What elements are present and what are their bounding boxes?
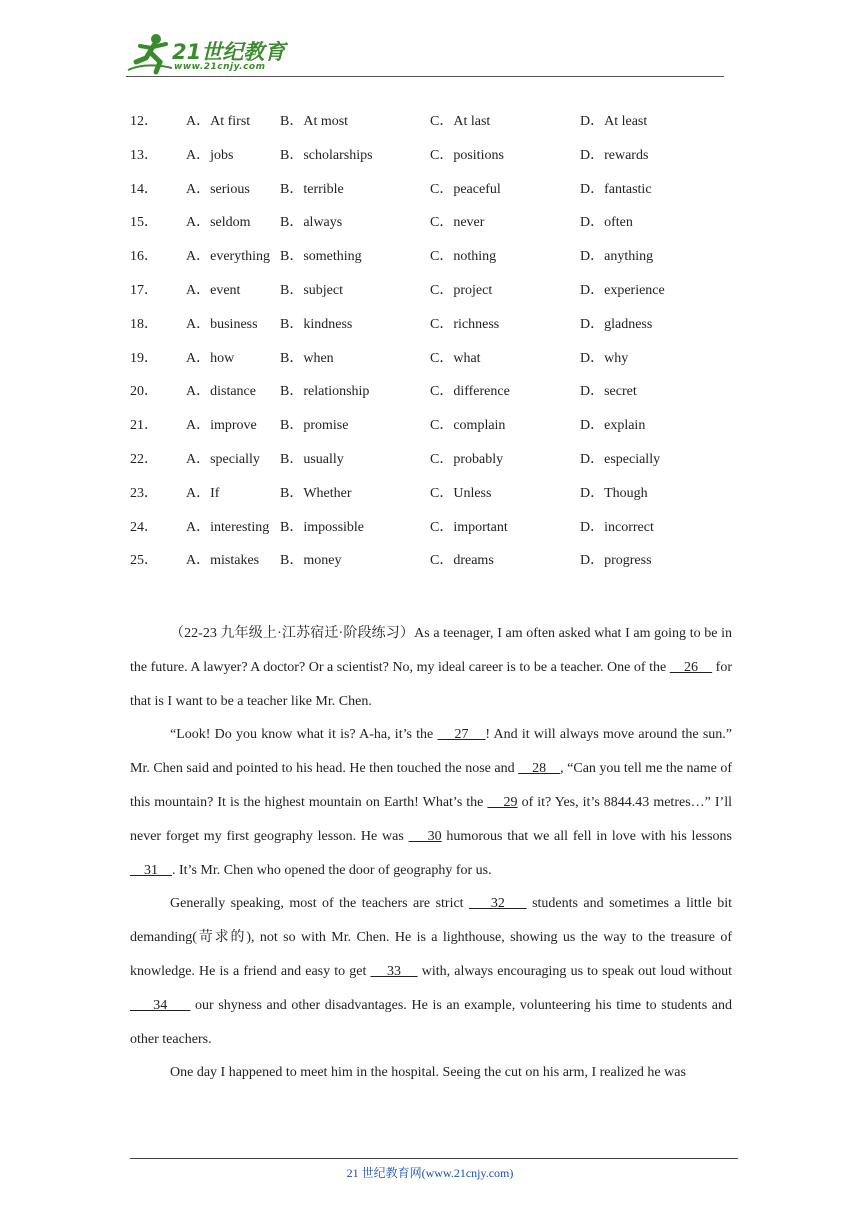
passage-text: One day I happened to meet him in the hospital. Seeing the cut on his arm, I realized he was <box>170 1065 686 1081</box>
passage-text: “Look! Do you know what it is? A-ha, it’s the <box>170 727 438 743</box>
question-number: 14． <box>130 181 158 197</box>
passage-paragraph <box>130 1056 732 1090</box>
question-number: 13． <box>130 147 158 163</box>
option-b: B．usually <box>280 451 344 467</box>
blank-28: 28 <box>518 761 561 777</box>
passage-paragraph <box>130 718 732 887</box>
question-number: 23． <box>130 485 158 501</box>
question-number: 18． <box>130 316 158 332</box>
option-d: D．experience <box>580 282 665 298</box>
option-d: D．rewards <box>580 147 649 163</box>
question-row <box>130 382 750 416</box>
logo-url: www.21cnjy.com <box>174 62 266 72</box>
page-footer: 21 世纪教育网(www.21cnjy.com) <box>346 1166 514 1180</box>
question-row <box>130 349 750 383</box>
question-row <box>130 112 750 146</box>
option-b: B．impossible <box>280 519 365 535</box>
question-row <box>130 281 750 315</box>
option-b: B．money <box>280 553 342 569</box>
header-divider <box>126 76 724 77</box>
option-a: A．business <box>186 316 258 332</box>
logo-text: 21世纪教育 <box>172 40 286 64</box>
passage-text: with, always encouraging us to speak out loud without <box>417 963 732 979</box>
question-number: 12． <box>130 114 158 129</box>
question-row <box>130 213 750 247</box>
passage-text: Generally speaking, most of the teachers are strict <box>170 896 470 912</box>
blank-30: 30 <box>408 828 442 844</box>
passage-text: students and sometimes a little bit demanding(苛求的), not so with Mr. Chen. He is a lighthouse, showing us the way to the treasure of knowledge. He is a friend and easy to get <box>130 896 732 979</box>
page-header <box>126 30 726 78</box>
blank-34: 34 <box>130 997 191 1013</box>
option-a: A．everything <box>186 249 270 265</box>
passage-text: of it? Yes, it’s 8844.43 metres…” I’ll never forget my first geography lesson. He was <box>130 794 732 844</box>
question-row <box>130 315 750 349</box>
passage-text: . It’s Mr. Chen who opened the door of geography for us. <box>172 862 492 878</box>
option-b: B．promise <box>280 418 349 434</box>
option-d: D．why <box>580 350 629 366</box>
option-c: C．dreams <box>430 553 494 569</box>
option-c: C．project <box>430 282 493 298</box>
option-c: C．Unless <box>430 485 492 501</box>
passage-text: for that is I want to be a teacher like Mr. Chen. <box>130 659 733 709</box>
option-b: B．subject <box>280 282 343 298</box>
option-a: A．distance <box>186 384 256 400</box>
option-b: B．terrible <box>280 181 344 197</box>
option-c: C．complain <box>430 418 506 434</box>
blank-29: 29 <box>487 794 518 810</box>
passage-text: （22-23 九年级上·江苏宿迁·阶段练习）As a teenager, I am often asked what I am going to be in the future. A lawyer? A doctor? Or a scientist? No, my ideal career is to be a teacher. One of the <box>130 626 732 675</box>
passage-text: ! And it will always move around the sun.” Mr. Chen said and pointed to his head. He then touched the nose and <box>130 727 733 777</box>
question-options-list <box>130 112 750 585</box>
question-row <box>130 247 750 281</box>
option-a: A．event <box>186 282 241 298</box>
blank-32: 32 <box>469 896 527 912</box>
option-c: C．never <box>430 215 485 231</box>
option-c: C．richness <box>430 316 500 332</box>
question-row <box>130 450 750 484</box>
option-a: A．mistakes <box>186 553 260 569</box>
option-a: A．seldom <box>186 215 251 231</box>
question-number: 21． <box>130 418 158 434</box>
question-number: 20． <box>130 384 158 400</box>
question-row <box>130 416 750 450</box>
option-c: C．difference <box>430 384 510 400</box>
question-row <box>130 551 750 585</box>
option-b: B．always <box>280 215 343 231</box>
question-number: 25． <box>130 553 158 569</box>
passage-paragraph <box>130 617 732 718</box>
option-d: D．Though <box>580 485 648 501</box>
option-d: D．explain <box>580 418 646 434</box>
option-c: C．peaceful <box>430 181 501 197</box>
passage-text: our shyness and other disadvantages. He is an example, volunteering his time to students and other teachers. <box>130 997 732 1047</box>
option-c: C．what <box>430 350 481 366</box>
blank-31: 31 <box>130 862 172 878</box>
option-c: C．important <box>430 519 508 535</box>
question-number: 15． <box>130 215 158 231</box>
option-a: A．interesting <box>186 519 270 535</box>
site-logo <box>126 32 296 76</box>
passage-text: humorous that we all fell in love with his lessons <box>441 828 732 844</box>
question-row <box>130 146 750 180</box>
option-a: A．At first <box>186 114 251 129</box>
option-a: A．how <box>186 350 235 366</box>
question-number: 16． <box>130 249 158 265</box>
runner-logo-icon <box>126 32 174 76</box>
option-c: C．nothing <box>430 249 497 265</box>
option-b: B．kindness <box>280 316 353 332</box>
option-d: D．especially <box>580 451 661 467</box>
option-d: D．incorrect <box>580 519 654 535</box>
option-c: C．positions <box>430 147 504 163</box>
option-d: D．often <box>580 215 633 231</box>
question-number: 19． <box>130 350 158 366</box>
option-a: A．jobs <box>186 147 234 163</box>
option-d: D．secret <box>580 384 637 400</box>
option-b: B．At most <box>280 114 349 129</box>
passage-paragraph <box>130 887 732 1056</box>
option-c: C．probably <box>430 451 504 467</box>
option-d: D．progress <box>580 553 652 569</box>
question-row <box>130 484 750 518</box>
option-b: B．scholarships <box>280 147 373 163</box>
option-b: B．when <box>280 350 334 366</box>
option-a: A．improve <box>186 418 257 434</box>
question-row <box>130 518 750 552</box>
blank-26: 26 <box>669 659 713 675</box>
option-b: B．Whether <box>280 485 352 501</box>
option-d: D．gladness <box>580 316 653 332</box>
option-a: A．serious <box>186 181 250 197</box>
option-d: D．At least <box>580 114 648 129</box>
option-a: A．specially <box>186 451 260 467</box>
blank-33: 33 <box>370 963 418 979</box>
footer-divider <box>130 1158 738 1159</box>
question-number: 22． <box>130 451 158 467</box>
passage-text: , “Can you tell me the name of this mountain? It is the highest mountain on Earth! What’s the <box>130 761 733 810</box>
option-c: C．At last <box>430 114 491 129</box>
option-b: B．relationship <box>280 384 370 400</box>
question-number: 24． <box>130 519 158 535</box>
question-number: 17． <box>130 282 158 298</box>
blank-27: 27 <box>437 727 486 743</box>
reading-passage <box>130 617 732 1090</box>
question-row <box>130 180 750 214</box>
option-b: B．something <box>280 249 362 265</box>
option-d: D．fantastic <box>580 181 652 197</box>
option-d: D．anything <box>580 249 654 265</box>
option-a: A．If <box>186 485 220 501</box>
